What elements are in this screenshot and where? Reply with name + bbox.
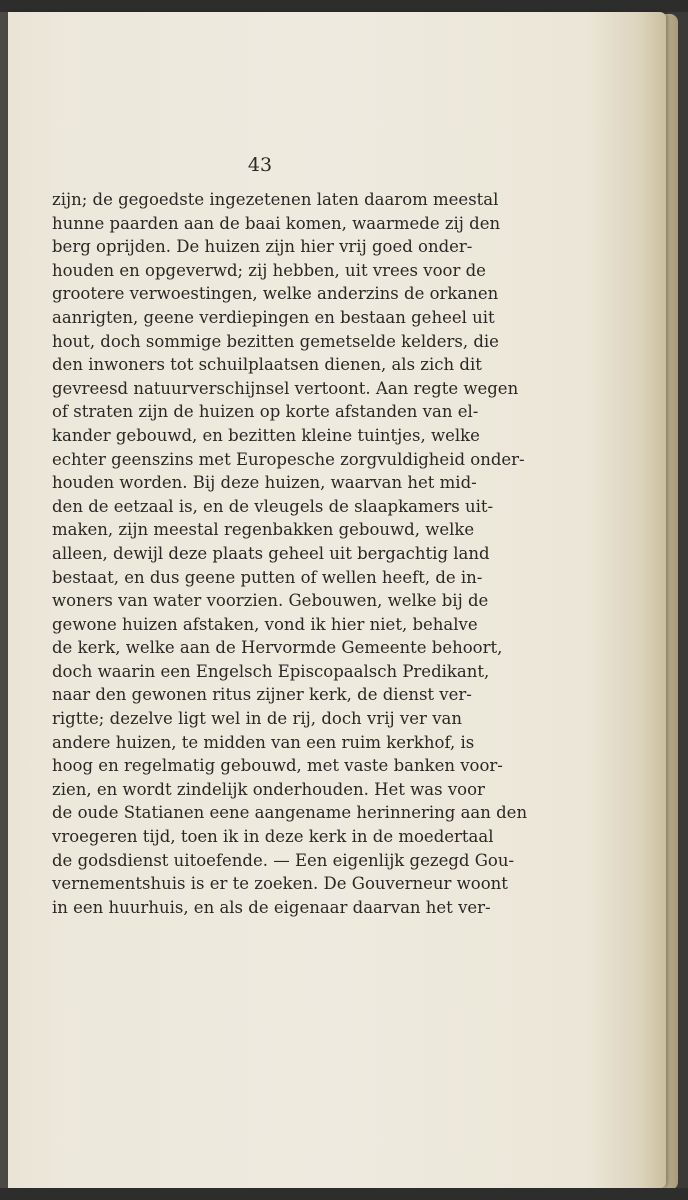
text-line: hout, doch sommige bezitten gemetselde kelders, die: [52, 331, 499, 351]
book-page: [8, 12, 666, 1188]
text-line: de kerk, welke aan de Hervormde Gemeente behoort,: [52, 638, 503, 658]
page-number: 43: [247, 154, 273, 176]
scan-frame-top: [0, 0, 688, 12]
text-line: zien, en wordt zindelijk onderhouden. Het was voor: [52, 779, 485, 799]
text-line: houden worden. Bij deze huizen, waarvan het mid-: [52, 473, 477, 493]
text-line: grootere verwoestingen, welke anderzins de orkanen: [52, 284, 499, 304]
text-line: alleen, dewijl deze plaats geheel uit bergachtig land: [52, 543, 490, 563]
text-line: maken, zijn meestal regenbakken gebouwd, welke: [52, 520, 475, 540]
text-line: naar den gewonen ritus zijner kerk, de dienst ver-: [52, 685, 472, 705]
text-line: de oude Statianen eene aangename herinnering aan den: [52, 803, 528, 823]
text-line: bestaat, en dus geene putten of wellen heeft, de in-: [52, 567, 483, 587]
text-line: zijn; de gegoedste ingezetenen laten daarom meestal: [52, 190, 499, 209]
text-line: vernementshuis is er te zoeken. De Gouverneur woont: [52, 874, 508, 894]
text-line: den inwoners tot schuilplaatsen dienen, als zich dit: [52, 355, 482, 375]
text-line: hoog en regelmatig gebouwd, met vaste banken voor-: [52, 756, 503, 776]
text-line: berg oprijden. De huizen zijn hier vrij goed onder-: [52, 237, 473, 257]
book-spine-edge: [0, 12, 8, 1188]
text-line: kander gebouwd, en bezitten kleine tuintjes, welke: [52, 425, 480, 445]
text-line: echter geenszins met Europesche zorgvuldigheid onder-: [52, 449, 525, 469]
text-line: woners van water voorzien. Gebouwen, welke bij de: [52, 591, 489, 611]
scan-frame-bottom: [0, 1188, 688, 1200]
text-line: aanrigten, geene verdiepingen en bestaan geheel uit: [52, 307, 495, 327]
text-line: gevreesd natuurverschijnsel vertoont. Aan regte wegen: [52, 378, 519, 398]
text-line: vroegeren tijd, toen ik in deze kerk in de moedertaal: [52, 827, 494, 847]
text-line: de godsdienst uitoefende. — Een eigenlijk gezegd Gou-: [52, 850, 515, 870]
text-line: hunne paarden aan de baai komen, waarmede zij den: [52, 213, 501, 233]
text-line: houden en opgeverwd; zij hebben, uit vrees voor de: [52, 260, 486, 280]
text-line: rigtte; dezelve ligt wel in de rij, doch vrij ver van: [52, 709, 462, 729]
body-text: [52, 188, 528, 919]
text-line: den de eetzaal is, en de vleugels de slaapkamers uit-: [52, 496, 494, 516]
text-line: doch waarin een Engelsch Episcopaalsch Predikant,: [52, 661, 490, 681]
text-line: andere huizen, te midden van een ruim kerkhof, is: [52, 732, 475, 752]
text-line: gewone huizen afstaken, vond ik hier niet, behalve: [52, 614, 478, 634]
text-line: of straten zijn de huizen op korte afstanden van el-: [52, 402, 479, 422]
text-line: in een huurhuis, en als de eigenaar daarvan het ver-: [52, 897, 491, 917]
